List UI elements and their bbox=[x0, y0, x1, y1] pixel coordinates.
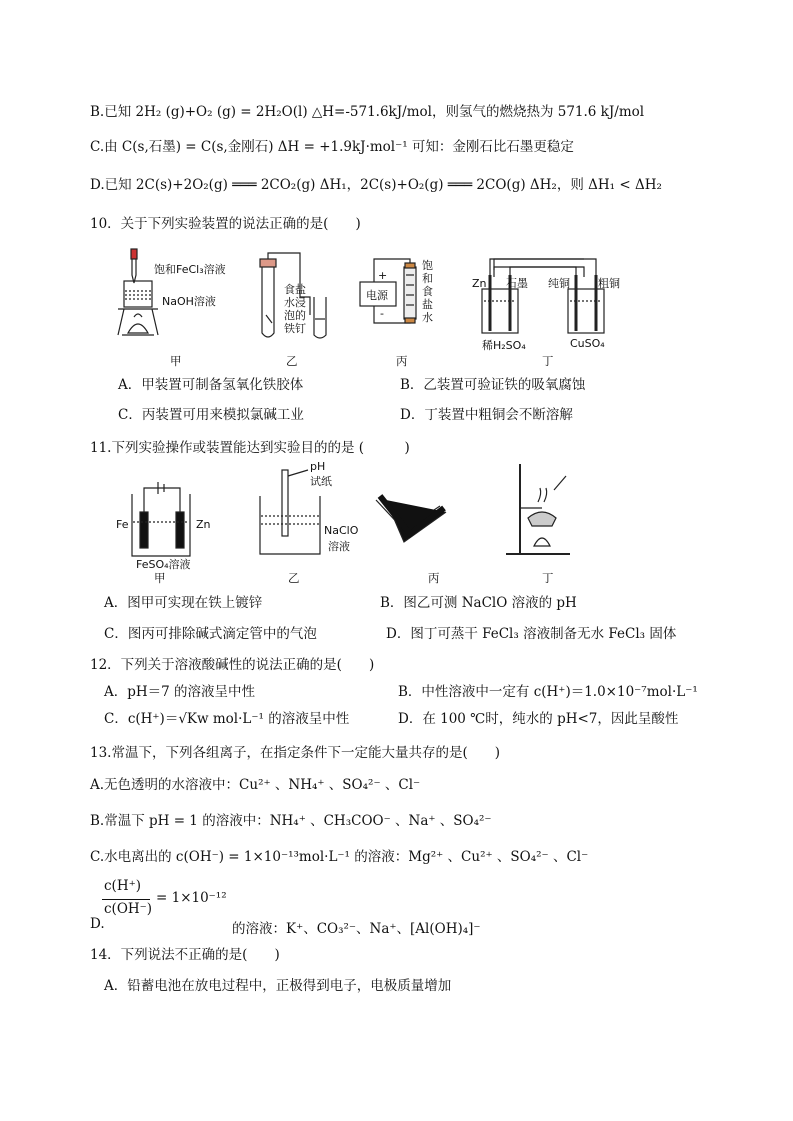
q12-option-a: A．pH＝7 的溶液呈中性 bbox=[104, 684, 256, 700]
q10-yi-label: 食盐水浸泡的铁钉 bbox=[284, 283, 306, 335]
q10-caption-ding: 丁 bbox=[542, 354, 554, 368]
q10-ding-cuso4: CuSO₄ bbox=[570, 337, 605, 350]
q13-stem: 13.常温下，下列各组离子，在指定条件下一定能大量共存的是( ) bbox=[90, 745, 501, 761]
q11-jia-fe: Fe bbox=[116, 518, 129, 531]
q10-ding-pure-cu: 纯铜 bbox=[548, 277, 570, 290]
q12-option-b: B．中性溶液中一定有 c(H⁺)＝1.0×10⁻⁷mol·L⁻¹ bbox=[398, 684, 698, 700]
q13-d-text: 的溶液：K⁺、CO₃²⁻、Na⁺、[Al(OH)₄]⁻ bbox=[232, 921, 481, 937]
q13-d-label: D. bbox=[90, 916, 105, 932]
q10-option-a: A．甲装置可制备氢氧化铁胶体 bbox=[118, 377, 304, 393]
q9-option-d: D.已知 2C(s)+2O₂(g) ═══ 2CO₂(g) ΔH₁，2C(s)+O₂(g) ═══ 2CO(g) ΔH₂，则 ΔH₁ < ΔH₂ bbox=[90, 177, 662, 193]
q11-figure bbox=[110, 460, 670, 585]
q11-yi-naclo: NaClO bbox=[324, 524, 359, 537]
q11-yi-ph: pH bbox=[310, 460, 326, 473]
q14-option-a: A．铅蓄电池在放电过程中，正极得到电子，电极质量增加 bbox=[104, 978, 452, 994]
q10-caption-yi: 乙 bbox=[286, 354, 298, 368]
q13-option-b: B.常温下 pH = 1 的溶液中：NH₄⁺ 、CH₃COO⁻ 、Na⁺ 、SO₄²⁻ bbox=[90, 813, 492, 829]
q10-bing-minus: - bbox=[380, 307, 384, 320]
q11-jia-solution: FeSO₄溶液 bbox=[136, 558, 191, 571]
q11-caption-bing: 丙 bbox=[428, 571, 440, 585]
q11-option-c: C．图丙可排除碱式滴定管中的气泡 bbox=[104, 626, 317, 642]
q10-figure bbox=[110, 245, 670, 370]
q9-option-c: C.由 C(s,石墨) = C(s,金刚石) ΔH = +1.9kJ·mol⁻¹ 可知：金刚石比石墨更稳定 bbox=[90, 139, 574, 155]
q9-option-b: B.已知 2H₂ (g)+O₂ (g) = 2H₂O(l) △H=-571.6kJ/mol，则氢气的燃烧热为 571.6 kJ/mol bbox=[90, 104, 645, 120]
q13-d-numerator: c(H⁺) bbox=[104, 878, 141, 894]
q13-d-rhs: = 1×10⁻¹² bbox=[156, 890, 227, 906]
q12-option-c: C．c(H⁺)＝√Kw mol·L⁻¹ 的溶液呈中性 bbox=[104, 711, 350, 727]
q11-caption-jia: 甲 bbox=[154, 571, 166, 585]
q11-caption-yi: 乙 bbox=[288, 571, 300, 585]
q13-d-denominator: c(OH⁻) bbox=[104, 901, 153, 917]
q11-option-a: A．图甲可实现在铁上镀锌 bbox=[104, 595, 263, 611]
q10-bing-brine-label: 饱和食盐水 bbox=[422, 259, 433, 324]
q14-stem: 14．下列说法不正确的是( ) bbox=[90, 947, 280, 963]
q13-option-a: A.无色透明的水溶液中：Cu²⁺ 、NH₄⁺ 、SO₄²⁻ 、Cl⁻ bbox=[90, 777, 421, 793]
q11-jia-zn: Zn bbox=[196, 518, 211, 531]
q10-jia-label-naoh: NaOH溶液 bbox=[162, 295, 216, 308]
q10-ding-zn: Zn bbox=[472, 277, 487, 290]
q10-caption-jia: 甲 bbox=[170, 354, 182, 368]
q10-option-b: B．乙装置可验证铁的吸氧腐蚀 bbox=[400, 377, 586, 393]
q10-jia-label-fecl3: 饱和FeCl₃溶液 bbox=[154, 263, 226, 276]
q10-option-d: D．丁装置中粗铜会不断溶解 bbox=[400, 407, 573, 423]
q11-yi-paper: 试纸 bbox=[310, 475, 332, 488]
q10-ding-graphite: 石墨 bbox=[506, 277, 528, 290]
q10-ding-acid: 稀H₂SO₄ bbox=[482, 339, 526, 352]
q11-option-b: B．图乙可测 NaClO 溶液的 pH bbox=[380, 595, 577, 611]
q10-caption-bing: 丙 bbox=[396, 354, 408, 368]
fraction-bar bbox=[102, 899, 150, 900]
q10-bing-power-label: 电源 bbox=[366, 289, 388, 302]
q10-ding-crude-cu: 粗铜 bbox=[598, 277, 620, 290]
q12-option-d: D．在 100 ℃时，纯水的 pH<7，因此呈酸性 bbox=[398, 711, 679, 727]
q11-option-d: D．图丁可蒸干 FeCl₃ 溶液制备无水 FeCl₃ 固体 bbox=[386, 626, 677, 642]
q12-stem: 12．下列关于溶液酸碱性的说法正确的是( ) bbox=[90, 657, 375, 673]
q10-stem: 10．关于下列实验装置的说法正确的是( ) bbox=[90, 216, 361, 232]
q10-bing-plus: + bbox=[378, 269, 388, 282]
q11-yi-solution: 溶液 bbox=[328, 540, 350, 553]
q11-stem: 11.下列实验操作或装置能达到实验目的的是 ( ) bbox=[90, 440, 410, 456]
q11-apparatus-drawing bbox=[110, 460, 670, 585]
q10-option-c: C．丙装置可用来模拟氯碱工业 bbox=[118, 407, 304, 423]
q13-option-c: C.水电离出的 c(OH⁻) = 1×10⁻¹³mol·L⁻¹ 的溶液：Mg²⁺ 、Cu²⁺ 、SO₄²⁻ 、Cl⁻ bbox=[90, 849, 589, 865]
q11-caption-ding: 丁 bbox=[542, 571, 554, 585]
